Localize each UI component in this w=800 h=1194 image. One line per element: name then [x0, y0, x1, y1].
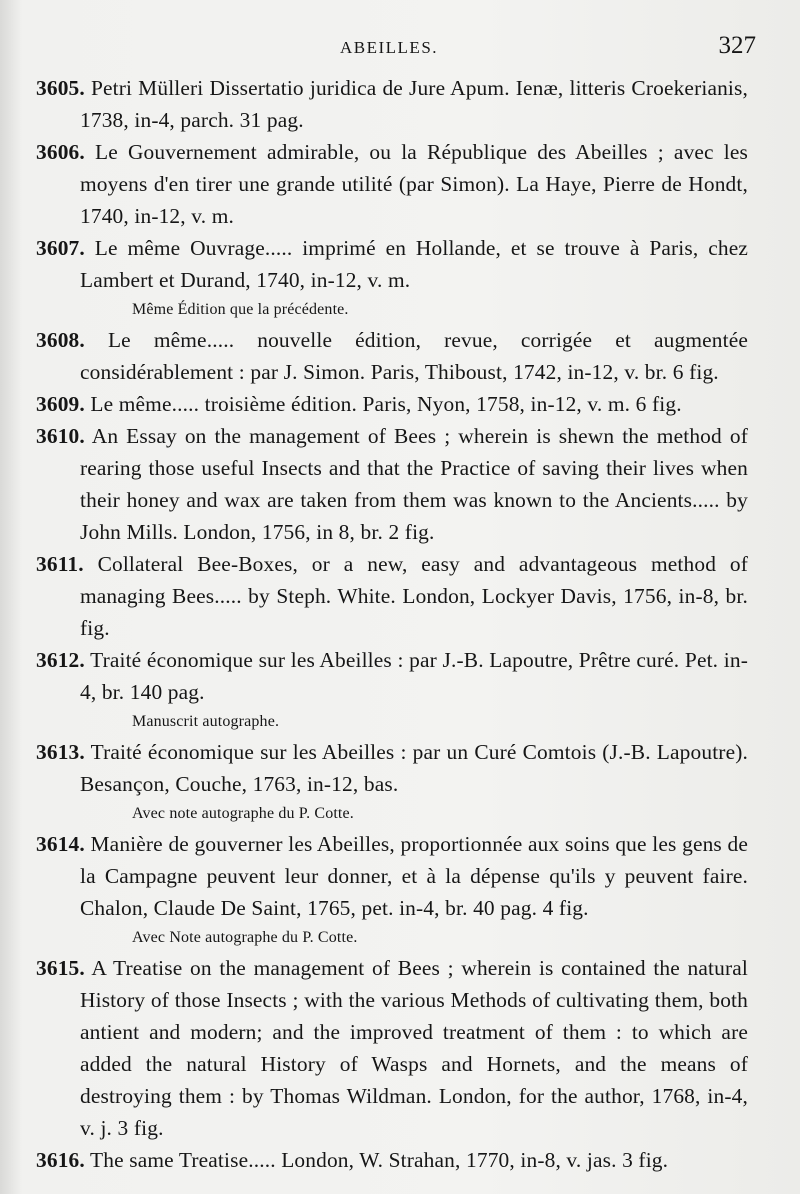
entry-number: 3613.: [36, 740, 85, 764]
entry-text: A Treatise on the management of Bees ; wherein is contained the natural History of those Insects ; with the various Methods of cultivating them, both antient and modern; and the improved treatment of them : to which are added the natural History of Wasps and Hornets, and the means of destroying them : by Thomas Wildman. London, for the author, 1768, in-4, v. j. 3 fig.: [80, 956, 748, 1140]
entry-text: Manière de gouverner les Abeilles, proportionnée aux soins que les gens de la Campagne peuvent leur donner, et à la dépense qu'ils y peuvent faire. Chalon, Claude De Saint, 1765, pet. in-4, br. 40 pag. 4 fig.: [80, 832, 749, 920]
catalog-entries: [36, 72, 748, 1176]
catalog-entry: [36, 736, 748, 800]
catalog-entry: [36, 324, 748, 388]
catalog-entry: [36, 952, 748, 1144]
entry-number: 3609.: [36, 392, 85, 416]
entry-note: Avec Note autographe du P. Cotte.: [132, 929, 358, 946]
entry-text: Le Gouvernement admirable, ou la République des Abeilles ; avec les moyens d'en tirer une grande utilité (par Simon). La Haye, Pierre de Hondt, 1740, in-12, v. m.: [80, 140, 749, 228]
page-number: 327: [718, 32, 756, 59]
catalog-entry: [36, 136, 748, 232]
entry-number: 3606.: [36, 140, 85, 164]
entry-text: Traité économique sur les Abeilles : par un Curé Comtois (J.-B. Lapoutre). Besançon, Couche, 1763, in-12, bas.: [80, 740, 748, 796]
entry-number: 3610.: [36, 424, 85, 448]
catalog-entry: [36, 548, 748, 644]
catalog-entry: [36, 388, 748, 420]
running-head: ABEILLES.: [340, 38, 439, 57]
entry-note: Avec note autographe du P. Cotte.: [132, 805, 354, 822]
entry-number: 3608.: [36, 328, 85, 352]
entry-text: Traité économique sur les Abeilles : par J.-B. Lapoutre, Prêtre curé. Pet. in-4, br. 140 pag.: [80, 648, 748, 704]
entry-note: Manuscrit autographe.: [132, 713, 280, 730]
catalog-entry: [36, 420, 748, 548]
entry-text: Collateral Bee-Boxes, or a new, easy and advantageous method of managing Bees..... by Steph. White. London, Lockyer Davis, 1756, in-8, br. fig.: [80, 552, 749, 640]
entry-text: An Essay on the management of Bees ; wherein is shewn the method of rearing those useful Insects and that the Practice of saving their lives when their honey and wax are taken from them was known to the Ancients..... by John Mills. London, 1756, in 8, br. 2 fig.: [80, 424, 748, 544]
entry-number: 3615.: [36, 956, 85, 980]
catalog-entry: [36, 232, 748, 296]
catalog-entry: [36, 644, 748, 708]
entry-note: Même Édition que la précédente.: [132, 301, 349, 318]
entry-number: 3612.: [36, 648, 85, 672]
page-header: [0, 30, 800, 70]
entry-text: The same Treatise..... London, W. Strahan, 1770, in-8, v. jas. 3 fig.: [90, 1148, 669, 1172]
catalog-entry: [36, 828, 748, 924]
catalog-entry: [36, 72, 748, 136]
catalog-entry: [36, 1144, 748, 1176]
entry-text: Le même Ouvrage..... imprimé en Hollande, et se trouve à Paris, chez Lambert et Durand, 1740, in-12, v. m.: [80, 236, 749, 292]
entry-number: 3616.: [36, 1148, 85, 1172]
entry-text: Le même..... nouvelle édition, revue, corrigée et augmentée considérablement : par J. Simon. Paris, Thiboust, 1742, in-12, v. br. 6 fig.: [80, 328, 748, 384]
entry-number: 3605.: [36, 76, 85, 100]
entry-number: 3607.: [36, 236, 85, 260]
entry-number: 3614.: [36, 832, 85, 856]
entry-text: Le même..... troisième édition. Paris, Nyon, 1758, in-12, v. m. 6 fig.: [90, 392, 682, 416]
entry-number: 3611.: [36, 552, 84, 576]
entry-text: Petri Mülleri Dissertatio juridica de Jure Apum. Ienæ, litteris Croekerianis, 1738, in-4, parch. 31 pag.: [80, 76, 749, 132]
